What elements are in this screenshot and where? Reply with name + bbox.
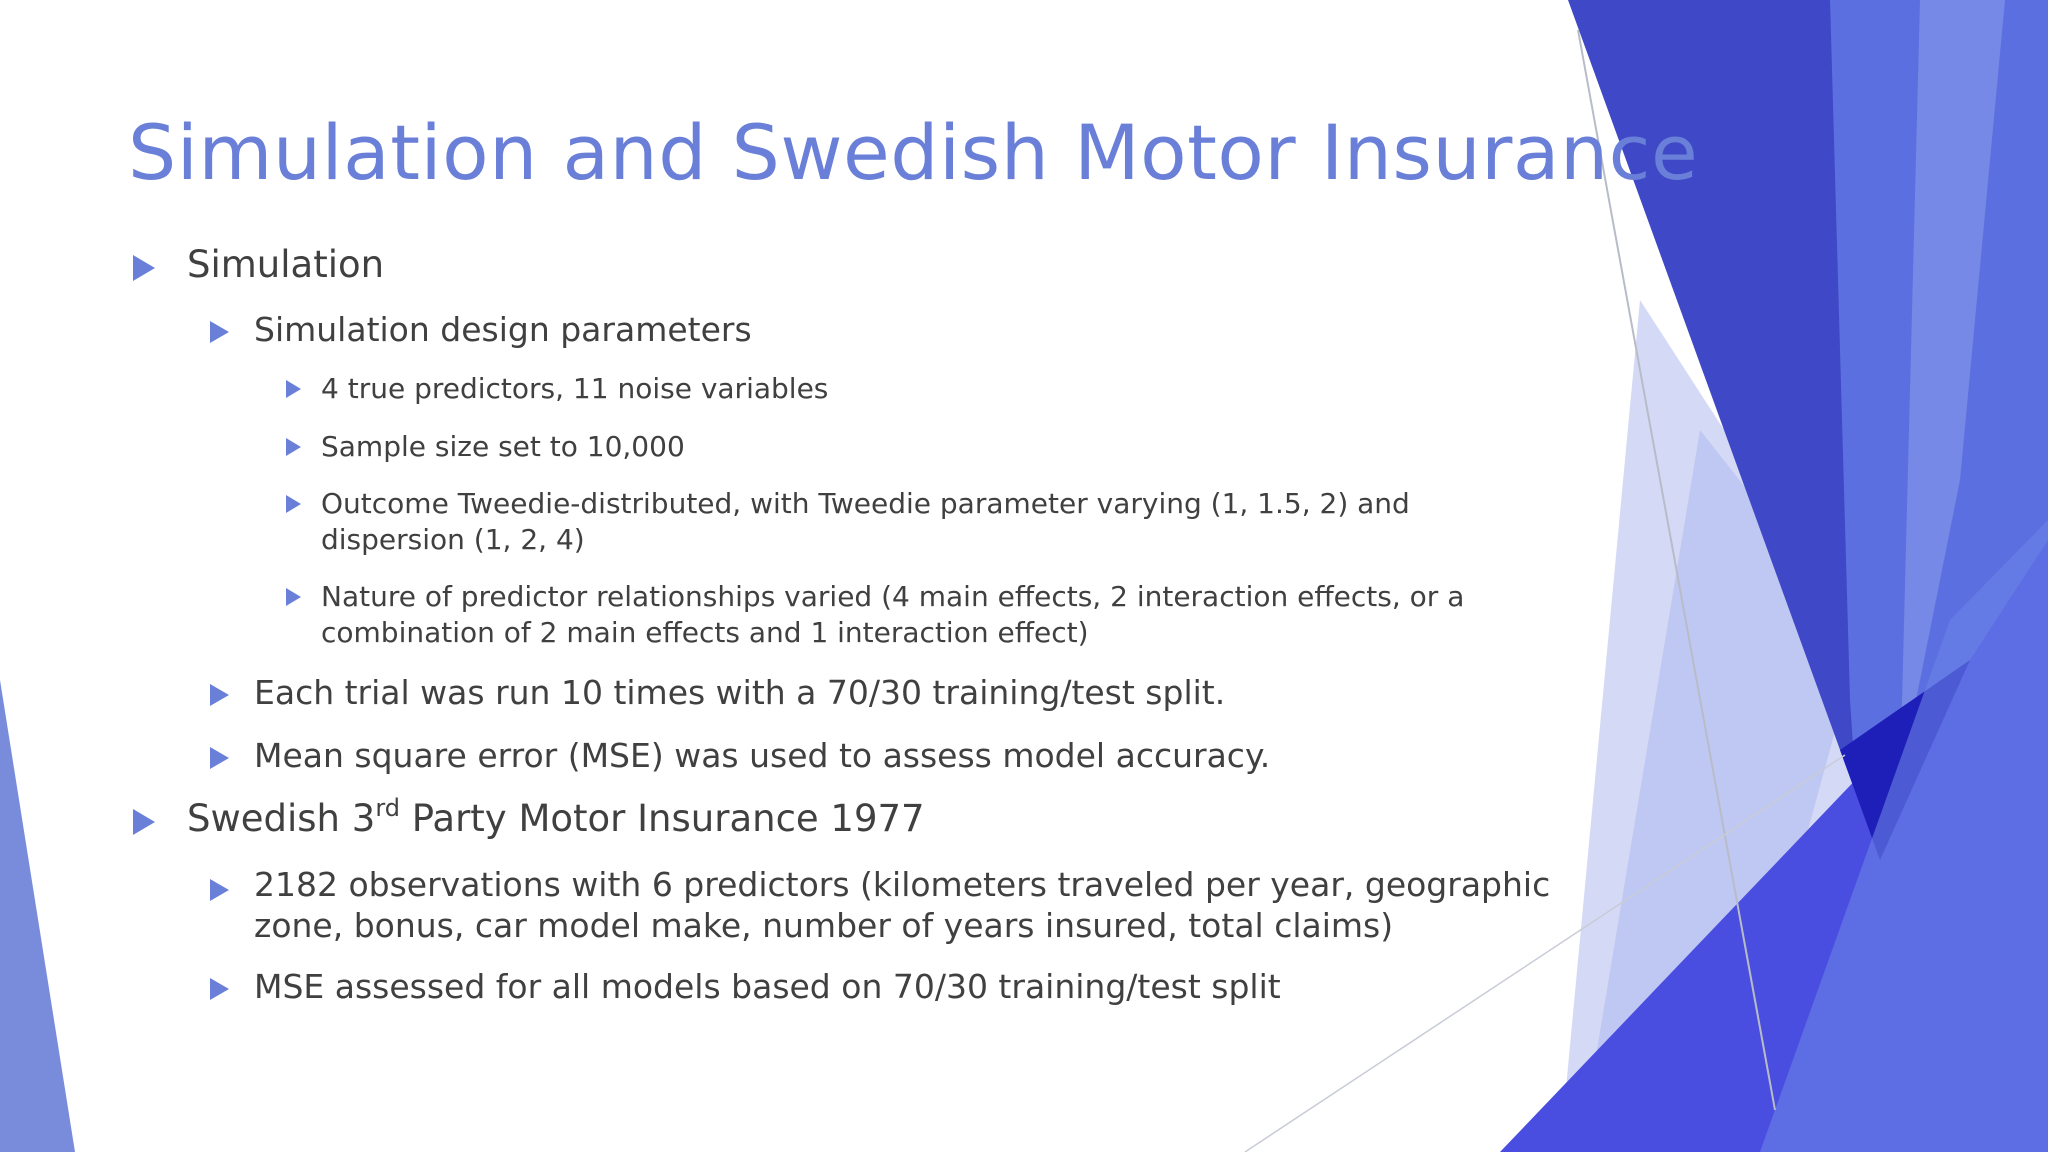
bullet-predictors (321, 371, 828, 407)
bullet-swedish (187, 794, 925, 840)
left-edge-shape (0, 680, 75, 1152)
triangle-right-bullet-icon (210, 684, 229, 706)
bullet-text-suffix: Party Motor Insurance 1977 (400, 797, 925, 840)
bullet-text: 4 true predictors, 11 noise variables (321, 372, 829, 405)
bullet-observations (254, 864, 1584, 946)
slide-title: Simulation and Swedish Motor Insurance (128, 108, 1699, 197)
bullet-trials (254, 673, 1225, 712)
triangle-right-bullet-icon (133, 809, 155, 835)
bullet-relationships (321, 579, 1491, 651)
bullet-text: Outcome Tweedie-distributed, with Tweedie parameter varying (1, 1.5, 2) and dispersion (1, 2, 4) (321, 487, 1410, 556)
bullet-text: Simulation design parameters (254, 310, 752, 349)
triangle-right-bullet-icon (286, 495, 301, 513)
superscript-rd: rd (375, 794, 400, 822)
triangle-right-bullet-icon (133, 255, 155, 281)
triangle-right-bullet-icon (286, 588, 301, 606)
bullet-text: MSE assessed for all models based on 70/30 training/test split (254, 967, 1281, 1006)
bullet-text: 2182 observations with 6 predictors (kilometers traveled per year, geographic zone, bonus, car model make, number of years insured, total claims) (254, 865, 1551, 945)
bullet-text: Mean square error (MSE) was used to assess model accuracy. (254, 736, 1271, 775)
triangle-right-bullet-icon (210, 321, 229, 343)
bullet-text: Simulation (187, 243, 385, 286)
triangle-right-bullet-icon (210, 879, 229, 901)
bullet-simulation (187, 243, 384, 286)
bullet-sample-size (321, 429, 685, 465)
bullet-mse-assessed (254, 967, 1281, 1006)
bullet-text: Nature of predictor relationships varied (4 main effects, 2 interaction effects, or a combination of 2 main effects and 1 interaction effect) (321, 580, 1465, 649)
bullet-mse (254, 736, 1270, 775)
triangle-right-bullet-icon (286, 438, 301, 456)
bullet-text-prefix: Swedish 3 (187, 797, 376, 840)
bullet-text: Each trial was run 10 times with a 70/30 training/test split. (254, 673, 1226, 712)
bullet-outcome (321, 486, 1551, 558)
bullet-text: Sample size set to 10,000 (321, 430, 685, 463)
triangle-right-bullet-icon (286, 380, 301, 398)
triangle-right-bullet-icon (210, 747, 229, 769)
triangle-right-bullet-icon (210, 978, 229, 1000)
bullet-design-params (254, 310, 752, 349)
